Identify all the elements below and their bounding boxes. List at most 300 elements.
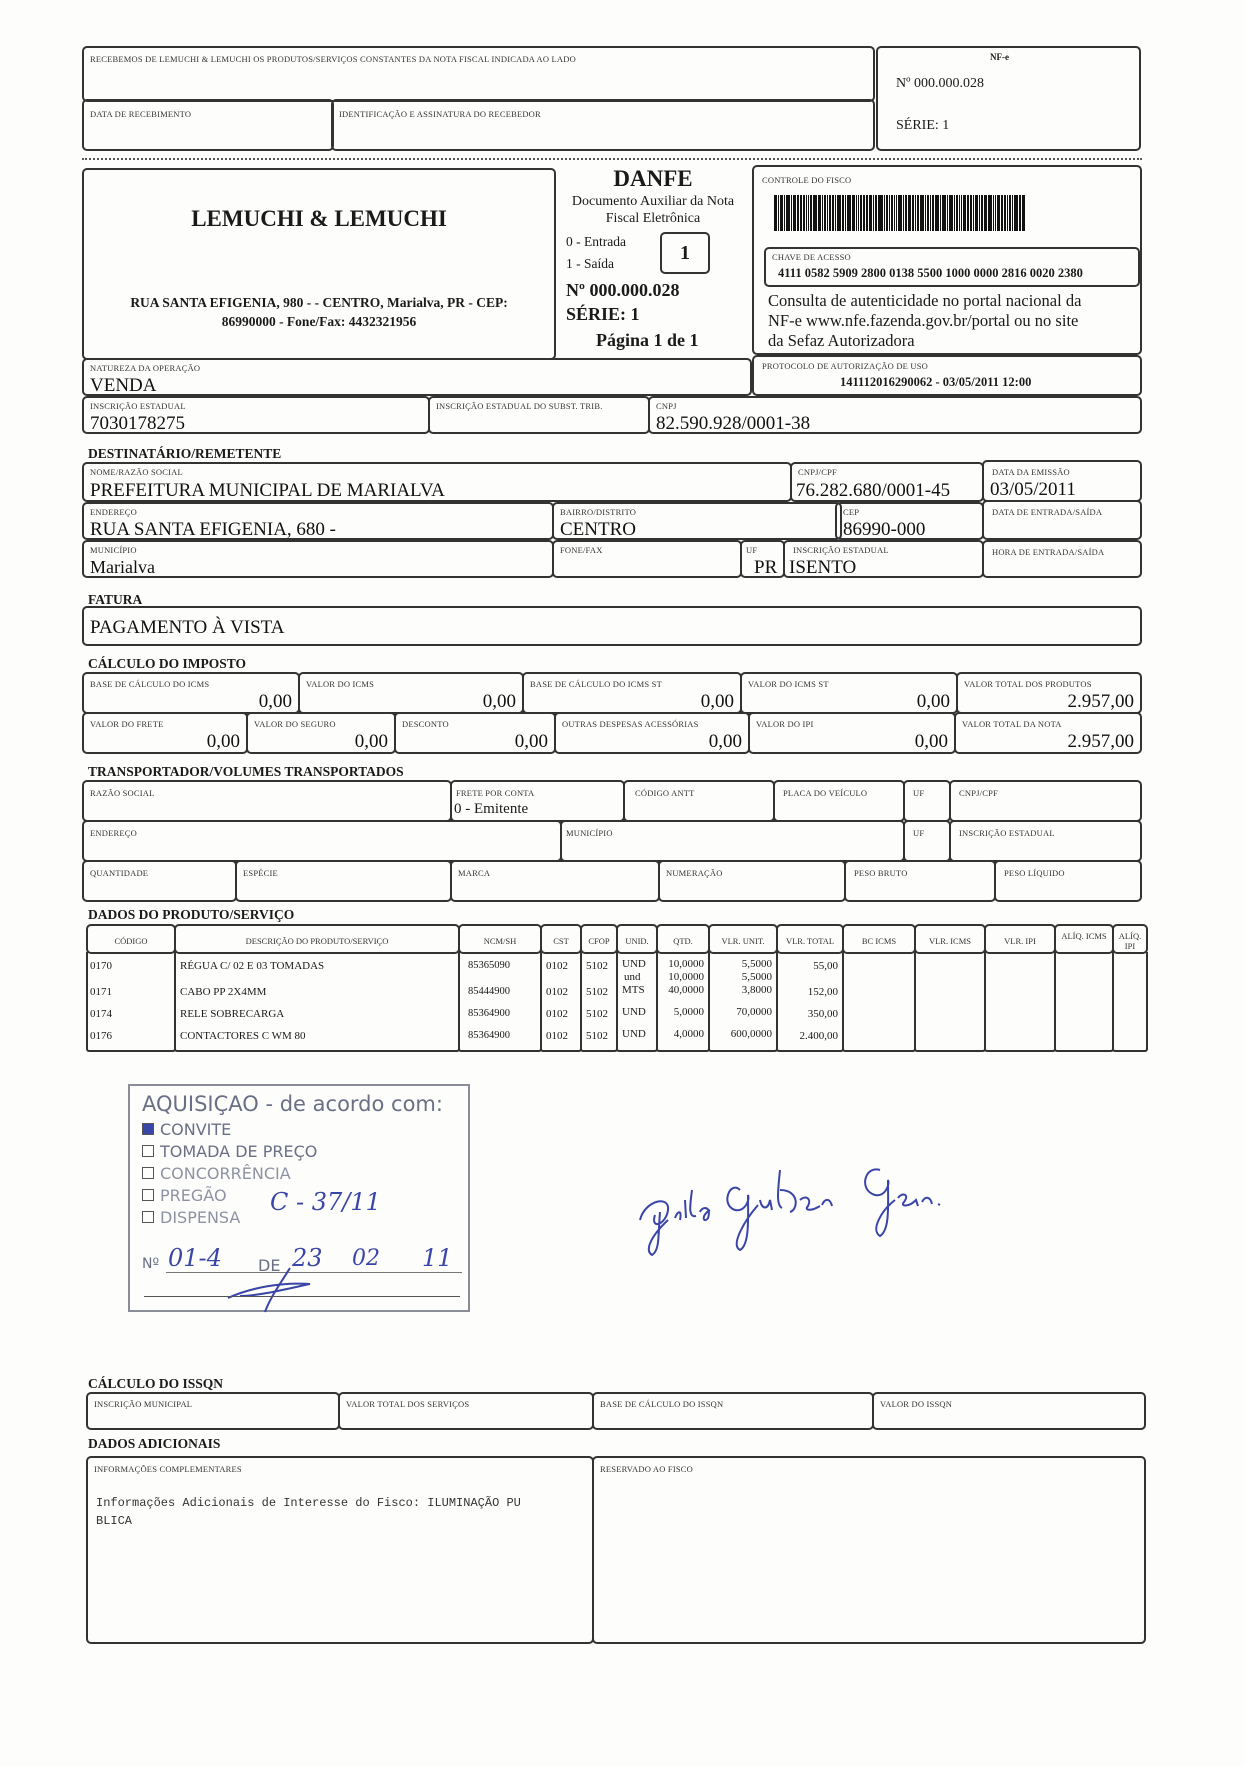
issqn-field-box <box>592 1392 874 1430</box>
reserved-fisco-box <box>592 1456 1146 1644</box>
receiver-signature-label: IDENTIFICAÇÃO E ASSINATURA DO RECEBEDOR <box>339 109 541 119</box>
emission-date-box <box>982 460 1142 502</box>
danfe-page: Página 1 de 1 <box>596 330 699 350</box>
recipient-state-reg-box <box>783 540 984 578</box>
stamp-number-prefix: Nº <box>142 1256 160 1272</box>
issqn-field-label: VALOR DO ISSQN <box>880 1399 953 1409</box>
column-header-label: NCM/SH <box>483 936 517 946</box>
stamp-option-label: TOMADA DE PREÇO <box>160 1142 318 1161</box>
barcode-bar <box>956 195 958 231</box>
barcode-bar <box>1001 195 1002 231</box>
operation-nature-value: VENDA <box>90 375 157 396</box>
tax-field-value: 0,00 <box>482 691 516 712</box>
barcode-bar <box>975 195 978 231</box>
consult-line-2: NF-e www.nfe.fazenda.gov.br/portal ou no site <box>768 311 1079 330</box>
barcode-bar <box>797 195 798 231</box>
cell-unit_price: 5,5000 <box>741 958 772 970</box>
entry-time-label: HORA DE ENTRADA/SAÍDA <box>992 547 1105 557</box>
issuer-address-line2: 86990000 - Fone/Fax: 4432321956 <box>221 314 417 329</box>
barcode-bar <box>1019 195 1020 231</box>
cell-qty: 10,0000 <box>668 958 704 970</box>
antt-label: CÓDIGO ANTT <box>635 788 695 798</box>
cell-unit_price: 70,0000 <box>736 1006 772 1018</box>
barcode <box>774 195 1124 231</box>
barcode-bar <box>970 195 972 231</box>
column-header-label: VLR. IPI <box>1004 936 1036 946</box>
barcode-bar <box>845 195 846 231</box>
volume-qty-label: QUANTIDADE <box>90 868 149 878</box>
column-header <box>540 924 582 954</box>
nfe-series: SÉRIE: 1 <box>896 118 950 133</box>
entry-time-box <box>982 540 1142 578</box>
column-header <box>1112 924 1148 954</box>
stamp-handwritten-ref: C - 37/11 <box>270 1188 381 1216</box>
barcode-bar <box>920 195 924 231</box>
barcode-bar <box>963 195 966 231</box>
recipient-uf-box <box>740 540 785 578</box>
exit-option: 1 - Saída <box>566 256 614 271</box>
recipient-state-reg-value: ISENTO <box>789 557 857 578</box>
recipient-phone-box <box>552 540 742 578</box>
consult-line-1: Consulta de autenticidade no portal nacional da <box>768 291 1082 310</box>
recipient-city-box <box>82 540 554 578</box>
stamp-checkbox <box>142 1167 154 1179</box>
receiver-signature-box[interactable] <box>331 99 875 151</box>
additional-section-title: DADOS ADICIONAIS <box>88 1436 221 1451</box>
barcode-bar <box>903 195 904 231</box>
barcode-bar <box>930 195 931 231</box>
operation-nature-box <box>82 358 752 396</box>
freight-value: 0 - Emitente <box>454 801 529 817</box>
barcode-bar <box>778 195 779 231</box>
antt-box <box>623 780 775 822</box>
column-header-label: ALÍQ. ICMS <box>1061 931 1107 941</box>
cell-qty2: 10,0000 <box>668 971 704 983</box>
products-table <box>86 924 1146 1054</box>
barcode-bar <box>803 195 805 231</box>
barcode-bar <box>993 195 994 231</box>
complementary-info-line1: Informações Adicionais de Interesse do Fisco: ILUMINAÇÃO PU <box>96 1496 521 1510</box>
cell-desc: CABO PP 2X4MM <box>180 986 267 998</box>
barcode-bar <box>869 195 872 231</box>
barcode-bar <box>949 195 952 231</box>
issqn-field-box <box>872 1392 1146 1430</box>
recipient-name-label: NOME/RAZÃO SOCIAL <box>90 467 183 477</box>
barcode-bar <box>927 195 929 231</box>
barcode-bar <box>967 195 968 231</box>
cell-cfop: 5102 <box>586 960 608 972</box>
barcode-bar <box>940 195 941 231</box>
reserved-fisco-label: RESERVADO AO FISCO <box>600 1464 693 1474</box>
column-header-label: VLR. ICMS <box>928 936 972 946</box>
issqn-section-title: CÁLCULO DO ISSQN <box>88 1376 224 1391</box>
tax-field-value: 0,00 <box>914 731 948 752</box>
transport-section-title: TRANSPORTADOR/VOLUMES TRANSPORTADOS <box>88 764 404 779</box>
volume-brand-label: MARCA <box>458 868 491 878</box>
column-header-label: CFOP <box>588 936 610 946</box>
state-registration-value: 7030178275 <box>90 413 185 434</box>
barcode-bar <box>925 195 926 231</box>
column-header <box>580 924 618 954</box>
issqn-field-box <box>86 1392 340 1430</box>
cell-cst: 0102 <box>546 1030 568 1042</box>
tax-field-label: BASE DE CÁLCULO DO ICMS <box>90 679 210 689</box>
column-header <box>984 924 1056 954</box>
received-date-label: DATA DE RECEBIMENTO <box>90 109 192 119</box>
recipient-uf-label: UF <box>746 545 758 555</box>
volume-species-box <box>235 860 452 902</box>
cell-unit: UND <box>622 958 646 970</box>
column-header-label: QTD. <box>673 936 693 946</box>
column-header <box>842 924 916 954</box>
cell-qty: 5,0000 <box>673 1006 704 1018</box>
tax-field-value: 0,00 <box>916 691 950 712</box>
state-registration-st-label: INSCRIÇÃO ESTADUAL DO SUBST. TRIB. <box>436 401 603 411</box>
barcode-bar <box>808 195 809 231</box>
volume-species-label: ESPÉCIE <box>243 868 278 878</box>
barcode-bar <box>791 195 792 231</box>
tax-field-value: 0,00 <box>514 731 548 752</box>
acquisition-stamp <box>128 1084 470 1312</box>
state-registration-box <box>82 396 430 434</box>
barcode-bar <box>884 195 885 231</box>
access-key-value[interactable]: 4111 0582 5909 2800 0138 5500 1000 0000 2816 0020 2380 <box>778 266 1083 280</box>
carrier-city-label: MUNICÍPIO <box>566 828 613 838</box>
tax-field-label: OUTRAS DESPESAS ACESSÓRIAS <box>562 719 699 729</box>
barcode-bar <box>997 195 1000 231</box>
access-key-label: CHAVE DE ACESSO <box>772 252 851 262</box>
tax-field-label: VALOR TOTAL DOS PRODUTOS <box>964 679 1092 689</box>
barcode-bar <box>961 195 962 231</box>
handwritten-signature <box>630 1150 970 1260</box>
cut-line <box>82 158 1142 160</box>
recipient-phone-label: FONE/FAX <box>560 545 603 555</box>
carrier-cnpj-label: CNPJ/CPF <box>959 788 998 798</box>
column-header <box>1054 924 1114 954</box>
tax-field-label: VALOR DO IPI <box>756 719 814 729</box>
column-header-label: CST <box>553 936 569 946</box>
cell-total: 55,00 <box>813 960 838 972</box>
barcode-bar <box>875 195 877 231</box>
barcode-bar <box>878 195 882 231</box>
barcode-bar <box>988 195 992 231</box>
cell-total: 152,00 <box>807 986 838 998</box>
barcode-bar <box>973 195 974 231</box>
column-header <box>708 924 778 954</box>
cell-unit: MTS <box>622 984 645 996</box>
column-header-label: UNID. <box>625 936 649 946</box>
column-header-label: BC ICMS <box>861 936 897 946</box>
recipient-cnpj-value: 76.282.680/0001-45 <box>796 480 951 501</box>
column-header-label: VLR. TOTAL <box>785 936 835 946</box>
recipient-district-box <box>552 502 842 540</box>
entry-option: 0 - Entrada <box>566 234 626 249</box>
recipient-section-title: DESTINATÁRIO/REMETENTE <box>88 446 282 461</box>
column-header <box>914 924 986 954</box>
protocol-box <box>752 355 1142 396</box>
carrier-uf-label: UF <box>913 788 925 798</box>
cell-ncm: 85364900 <box>468 1030 510 1041</box>
barcode-bar <box>889 195 890 231</box>
consult-line-3: da Sefaz Autorizadora <box>768 331 915 350</box>
column-header <box>776 924 844 954</box>
tax-field-box <box>554 712 750 754</box>
danfe-subtitle-1: Documento Auxiliar da Nota <box>571 194 735 209</box>
fiscal-control-box <box>752 165 1142 355</box>
column-header <box>458 924 542 954</box>
barcode-bar <box>896 195 897 231</box>
recipient-cep-label: CEP <box>843 507 860 517</box>
recipient-cnpj-box <box>790 462 984 502</box>
fiscal-control-label: CONTROLE DO FISCO <box>762 175 852 185</box>
barcode-bar <box>917 195 918 231</box>
barcode-bar <box>942 195 946 231</box>
barcode-bar <box>863 195 865 231</box>
recipient-cnpj-label: CNPJ/CPF <box>798 467 837 477</box>
stamp-checkbox <box>142 1145 154 1157</box>
column-header <box>616 924 658 954</box>
barcode-bar <box>959 195 960 231</box>
barcode-bar <box>1012 195 1013 231</box>
barcode-bar <box>837 195 841 231</box>
carrier-address-label: ENDEREÇO <box>90 828 137 838</box>
volume-numbering-label: NUMERAÇÃO <box>666 868 723 878</box>
barcode-bar <box>806 195 807 231</box>
recipient-address-value: RUA SANTA EFIGENIA, 680 - <box>90 519 337 540</box>
cell-cfop: 5102 <box>586 1030 608 1042</box>
cell-desc: RÉGUA C/ 02 E 03 TOMADAS <box>180 960 325 972</box>
volume-brand-box <box>450 860 660 902</box>
barcode-bar <box>979 195 980 231</box>
tax-field-box <box>246 712 396 754</box>
tax-field-label: VALOR DO ICMS <box>306 679 375 689</box>
issqn-field-label: BASE DE CÁLCULO DO ISSQN <box>600 1399 724 1409</box>
cell-cst: 0102 <box>546 960 568 972</box>
carrier-state-reg-label: INSCRIÇÃO ESTADUAL <box>959 828 1055 838</box>
stamp-date-year: 11 <box>422 1244 453 1272</box>
products-section-title: DADOS DO PRODUTO/SERVIÇO <box>88 907 295 922</box>
issuer-cnpj-box <box>648 396 1142 434</box>
barcode-bar <box>780 195 782 231</box>
recipient-uf-value: PR <box>754 557 778 578</box>
tax-field-box <box>82 672 300 714</box>
recipient-district-value: CENTRO <box>560 519 636 540</box>
state-registration-st-box <box>428 396 650 434</box>
cell-cfop: 5102 <box>586 1008 608 1020</box>
receipt-statement: RECEBEMOS DE LEMUCHI & LEMUCHI OS PRODUTOS/SERVIÇOS CONSTANTES DA NOTA FISCAL INDICADA AO LADO <box>90 54 576 64</box>
barcode-bar <box>858 195 859 231</box>
state-registration-label: INSCRIÇÃO ESTADUAL <box>90 401 186 411</box>
stamp-title: AQUISIÇAO - de acordo com: <box>142 1092 443 1116</box>
table-row[interactable] <box>86 958 1146 983</box>
barcode-bar <box>1004 195 1006 231</box>
issqn-field-label: VALOR TOTAL DOS SERVIÇOS <box>346 1399 470 1409</box>
gross-weight-box <box>844 860 996 902</box>
recipient-address-label: ENDEREÇO <box>90 507 137 517</box>
cell-ncm: 85444900 <box>468 986 510 997</box>
recipient-name-box <box>82 462 792 502</box>
column-header <box>174 924 460 954</box>
stamp-option-label: CONVITE <box>160 1120 232 1139</box>
stamp-option-label: PREGÃO <box>160 1186 227 1205</box>
cell-cst: 0102 <box>546 1008 568 1020</box>
barcode-bar <box>856 195 857 231</box>
tax-field-value: 0,00 <box>258 691 292 712</box>
stamp-checkbox <box>142 1189 154 1201</box>
cell-ncm: 85365090 <box>468 960 510 971</box>
tax-field-label: VALOR DO ICMS ST <box>748 679 829 689</box>
column-header-label: VLR. UNIT. <box>721 936 765 946</box>
issuer-name: LEMUCHI & LEMUCHI <box>191 206 447 231</box>
barcode-bar <box>984 195 986 231</box>
issuer-cnpj-value: 82.590.928/0001-38 <box>656 413 811 434</box>
barcode-bar <box>813 195 816 231</box>
tax-field-value: 2.957,00 <box>1067 691 1134 712</box>
invoice-box <box>82 606 1142 646</box>
tax-field-box <box>298 672 524 714</box>
barcode-bar <box>1014 195 1018 231</box>
cell-total: 350,00 <box>807 1008 838 1020</box>
cell-code: 0171 <box>90 986 112 998</box>
barcode-bar <box>886 195 888 231</box>
barcode-bar <box>1007 195 1008 231</box>
tax-field-box <box>394 712 556 754</box>
barcode-bar <box>1022 195 1025 231</box>
barcode-bar <box>852 195 855 231</box>
table-row[interactable] <box>86 986 1146 1006</box>
plate-label: PLACA DO VEÍCULO <box>783 788 868 798</box>
carrier-uf2-label: UF <box>913 828 925 838</box>
nfe-label: NF-e <box>990 52 1009 62</box>
barcode-bar <box>786 195 790 231</box>
cell-ncm: 85364900 <box>468 1008 510 1019</box>
emission-date-value: 03/05/2011 <box>990 479 1076 500</box>
issqn-field-box <box>338 1392 594 1430</box>
stamp-initials-scribble <box>220 1266 330 1314</box>
net-weight-box <box>994 860 1142 902</box>
complementary-info-label: INFORMAÇÕES COMPLEMENTARES <box>94 1464 242 1474</box>
invoice-value: PAGAMENTO À VISTA <box>90 617 285 638</box>
carrier-name-box <box>82 780 452 822</box>
stamp-date-month: 02 <box>352 1246 380 1271</box>
barcode-bar <box>824 195 826 231</box>
danfe-block <box>556 164 750 360</box>
stamp-signature-line <box>144 1296 460 1297</box>
cell-unit: UND <box>622 1028 646 1040</box>
stamp-checkbox <box>142 1211 154 1223</box>
cell-desc: CONTACTORES C WM 80 <box>180 1030 306 1042</box>
tax-field-label: VALOR TOTAL DA NOTA <box>962 719 1062 729</box>
tax-field-value: 0,00 <box>700 691 734 712</box>
stamp-option-label: CONCORRÊNCIA <box>160 1164 291 1183</box>
barcode-bar <box>915 195 916 231</box>
recipient-district-label: BAIRRO/DISTRITO <box>560 507 637 517</box>
plate-box <box>773 780 905 822</box>
table-row[interactable] <box>86 1030 1146 1050</box>
stamp-checkbox-checked <box>142 1123 154 1135</box>
carrier-city-box <box>560 820 905 862</box>
complementary-info-box <box>86 1456 594 1644</box>
cell-cst: 0102 <box>546 986 568 998</box>
barcode-bar <box>935 195 938 231</box>
carrier-uf2-box <box>903 820 951 862</box>
barcode-bar <box>995 195 996 231</box>
stamp-number-value: 01-4 <box>168 1244 222 1272</box>
danfe-number: Nº 000.000.028 <box>566 280 680 300</box>
tax-field-box <box>748 712 956 754</box>
emission-date-label: DATA DA EMISSÃO <box>992 467 1070 477</box>
barcode-bar <box>912 195 914 231</box>
barcode-bar <box>947 195 948 231</box>
tax-field-label: DESCONTO <box>402 719 449 729</box>
freight-label: FRETE POR CONTA <box>456 788 535 798</box>
barcode-bar <box>810 195 812 231</box>
issqn-field-label: INSCRIÇÃO MUNICIPAL <box>94 1399 193 1409</box>
column-header <box>656 924 710 954</box>
barcode-bar <box>905 195 907 231</box>
barcode-bar <box>774 195 777 231</box>
operation-type-box <box>660 232 710 274</box>
column-header-label: CÓDIGO <box>114 936 148 946</box>
cell-unit_price2: 5,5000 <box>741 971 772 983</box>
stamp-date-day: 23 <box>292 1244 323 1272</box>
barcode-bar <box>894 195 895 231</box>
recipient-address-box <box>82 502 554 540</box>
tax-field-label: VALOR DO SEGURO <box>254 719 336 729</box>
access-key-box <box>764 247 1140 287</box>
recipient-city-value: Marialva <box>90 557 155 577</box>
barcode-bar <box>793 195 796 231</box>
carrier-name-label: RAZÃO SOCIAL <box>90 788 155 798</box>
barcode-bar <box>822 195 823 231</box>
barcode-bar <box>891 195 893 231</box>
issuer-address-line1: RUA SANTA EFIGENIA, 980 - - CENTRO, Marialva, PR - CEP: <box>130 295 508 310</box>
recipient-cep-box <box>835 502 984 540</box>
barcode-bar <box>800 195 802 231</box>
tax-field-box <box>956 672 1142 714</box>
protocol-label: PROTOCOLO DE AUTORIZAÇÃO DE USO <box>762 361 928 371</box>
volume-qty-box <box>82 860 237 902</box>
received-date-box[interactable] <box>82 99 334 151</box>
barcode-bar <box>1009 195 1011 231</box>
recipient-state-reg-label: INSCRIÇÃO ESTADUAL <box>793 545 889 555</box>
cell-code: 0176 <box>90 1030 112 1042</box>
cell-qty: 40,0000 <box>668 984 704 996</box>
recipient-city-label: MUNICÍPIO <box>90 545 137 555</box>
entry-date-box <box>982 500 1142 540</box>
cell-unit_price: 600,0000 <box>730 1028 772 1040</box>
barcode-bar <box>842 195 844 231</box>
tax-field-box <box>954 712 1142 754</box>
cell-code: 0170 <box>90 960 112 972</box>
carrier-cnpj-box <box>949 780 1142 822</box>
carrier-state-reg-box <box>949 820 1142 862</box>
barcode-bar <box>954 195 955 231</box>
tax-field-box <box>82 712 248 754</box>
issuer-box <box>82 168 556 360</box>
tax-field-value: 0,00 <box>708 731 742 752</box>
barcode-bar <box>898 195 901 231</box>
table-row[interactable] <box>86 1008 1146 1028</box>
cell-cfop: 5102 <box>586 986 608 998</box>
nfe-number: Nº 000.000.028 <box>896 76 984 91</box>
cell-desc: RELE SOBRECARGA <box>180 1008 285 1020</box>
column-header <box>86 924 176 954</box>
volume-numbering-box <box>658 860 846 902</box>
recipient-cep-value: 86990-000 <box>843 519 926 540</box>
tax-field-value: 0,00 <box>206 731 240 752</box>
receipt-statement-box <box>82 46 875 102</box>
